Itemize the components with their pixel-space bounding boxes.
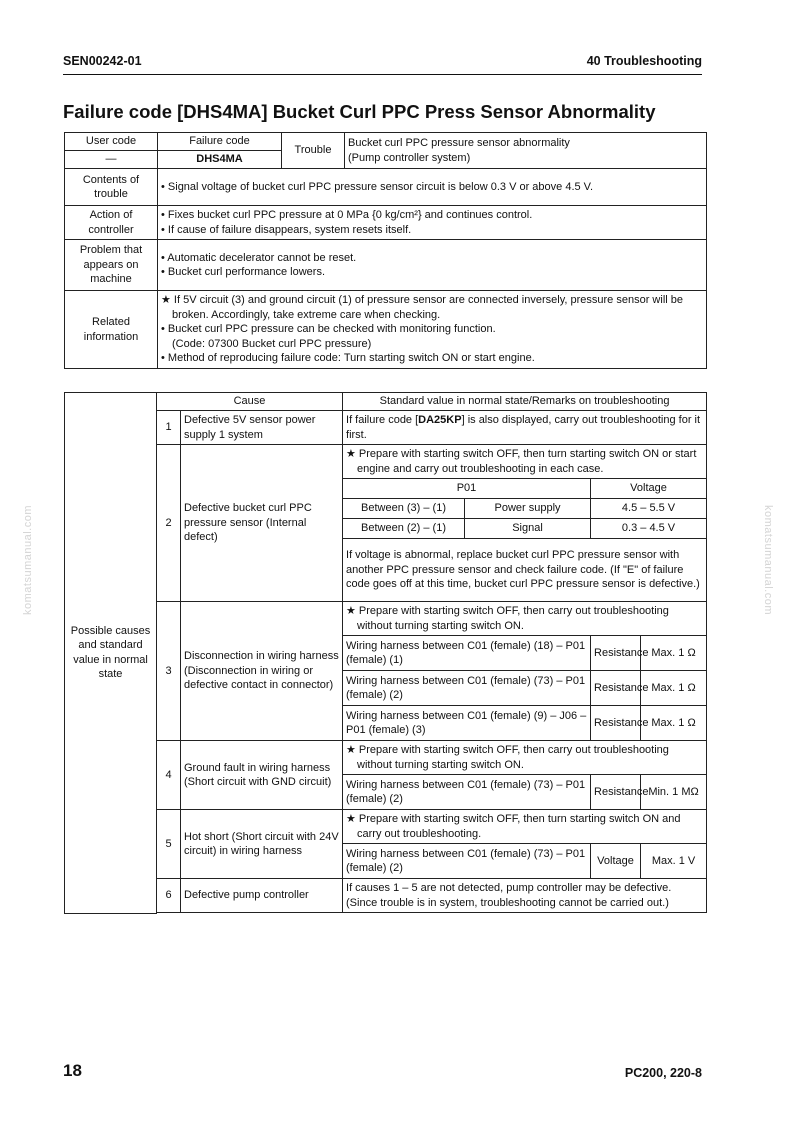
- failure-code-label: Failure code: [158, 133, 282, 151]
- cause-number: 1: [157, 411, 181, 445]
- harness-cell: Wiring harness between C01 (female) (18) – P01 (female) (1): [343, 636, 591, 671]
- related-label: Related information: [65, 291, 158, 369]
- sensor-note: If voltage is abnormal, replace bucket curl PPC pressure sensor with another PPC pressure sensor and check failure code. (If "E" of failure code goes off at this time, bucket curl PPC pressure sensor is defective.): [343, 539, 707, 602]
- measure-value: 0.3 – 4.5 V: [591, 519, 707, 539]
- remarks-header: Standard value in normal state/Remarks on troubleshooting: [343, 393, 707, 411]
- possible-causes-label: Possible causes and standard value in normal state: [65, 393, 157, 914]
- user-code-value: —: [65, 151, 158, 169]
- measure-type: Resistance: [591, 636, 641, 671]
- p01-header: P01: [343, 479, 591, 499]
- cause-text: Defective 5V sensor power supply 1 system: [181, 411, 343, 445]
- between-cell: Between (2) – (1): [343, 519, 465, 539]
- measure-value: Max. 1 Ω: [641, 636, 707, 671]
- watermark-left: komatsumanual.com: [22, 505, 34, 615]
- page-number: 18: [63, 1061, 82, 1080]
- cause-remark: If failure code [DA25KP] is also displayed, carry out troubleshooting for it first.: [343, 411, 707, 445]
- harness-cell: Wiring harness between C01 (female) (73) – P01 (female) (2): [343, 844, 591, 879]
- between-cell: Between (3) – (1): [343, 499, 465, 519]
- voltage-header: Voltage: [591, 479, 707, 499]
- cause-number: 5: [157, 810, 181, 879]
- cause-text: Disconnection in wiring harness (Disconnection in wiring or defective contact in connector): [181, 602, 343, 741]
- watermark-right: komatsumanual.com: [762, 505, 774, 615]
- harness-cell: Wiring harness between C01 (female) (9) – J06 – P01 (female) (3): [343, 706, 591, 741]
- user-code-label: User code: [65, 133, 158, 151]
- failure-code-value: DHS4MA: [158, 151, 282, 169]
- cause-header: Cause: [157, 393, 343, 411]
- trouble-text: Bucket curl PPC pressure sensor abnormality (Pump controller system): [345, 133, 707, 169]
- cause-number: 4: [157, 741, 181, 810]
- cause-number: 3: [157, 602, 181, 741]
- header-rule: [63, 74, 702, 75]
- causes-table: [64, 392, 707, 914]
- measure-value: Max. 1 Ω: [641, 671, 707, 706]
- harness-cell: Wiring harness between C01 (female) (73) – P01 (female) (2): [343, 775, 591, 810]
- action-text: • Fixes bucket curl PPC pressure at 0 MPa {0 kg/cm²} and continues control. • If cause of failure disappears, system resets itself.: [158, 206, 707, 240]
- header-doc-code: SEN00242-01: [63, 54, 142, 68]
- cause-text: Hot short (Short circuit with 24V circuit) in wiring harness: [181, 810, 343, 879]
- contents-label: Contents of trouble: [65, 169, 158, 206]
- problem-label: Problem that appears on machine: [65, 240, 158, 291]
- related-text: ★ If 5V circuit (3) and ground circuit (1) of pressure sensor are connected inversely, pressure sensor will be broken. Accordingly, take extreme care when checking. • Bucket curl PPC pressure can be checked with monitoring function. (Code: 07300 Bucket curl PPC pressure) • Method of reproducing failure code: Turn starting switch ON or start engine.: [158, 291, 707, 369]
- page-title: Failure code [DHS4MA] Bucket Curl PPC Press Sensor Abnormality: [63, 101, 656, 122]
- measure-label: Signal: [465, 519, 591, 539]
- cause-text: Ground fault in wiring harness (Short circuit with GND circuit): [181, 741, 343, 810]
- cause-remark: If causes 1 – 5 are not detected, pump controller may be defective. (Since trouble is in system, troubleshooting cannot be carried out.): [343, 879, 707, 913]
- measure-value: Max. 1 Ω: [641, 706, 707, 741]
- measure-type: Resistance: [591, 775, 641, 810]
- info-table: [64, 132, 707, 369]
- harness-cell: Wiring harness between C01 (female) (73) – P01 (female) (2): [343, 671, 591, 706]
- header-section: 40 Troubleshooting: [586, 54, 702, 68]
- prep-note: ★ Prepare with starting switch OFF, then turn starting switch ON or start engine and carry out troubleshooting in each case.: [343, 445, 707, 479]
- prep-note: ★ Prepare with starting switch OFF, then carry out troubleshooting without turning starting switch ON.: [343, 741, 707, 775]
- measure-type: Resistance: [591, 706, 641, 741]
- prep-note: ★ Prepare with starting switch OFF, then turn starting switch ON and carry out troubleshooting.: [343, 810, 707, 844]
- measure-type: Voltage: [591, 844, 641, 879]
- measure-value: 4.5 – 5.5 V: [591, 499, 707, 519]
- action-label: Action of controller: [65, 206, 158, 240]
- cause-number: 2: [157, 445, 181, 602]
- measure-type: Resistance: [591, 671, 641, 706]
- contents-text: • Signal voltage of bucket curl PPC pressure sensor circuit is below 0.3 V or above 4.5 V.: [158, 169, 707, 206]
- problem-text: • Automatic decelerator cannot be reset. • Bucket curl performance lowers.: [158, 240, 707, 291]
- cause-text: Defective pump controller: [181, 879, 343, 913]
- trouble-label: Trouble: [282, 133, 345, 169]
- measure-label: Power supply: [465, 499, 591, 519]
- measure-value: Max. 1 V: [641, 844, 707, 879]
- measure-value: Min. 1 MΩ: [641, 775, 707, 810]
- cause-number: 6: [157, 879, 181, 913]
- model-name: PC200, 220-8: [624, 1066, 702, 1080]
- cause-text: Defective bucket curl PPC pressure sensor (Internal defect): [181, 445, 343, 602]
- prep-note: ★ Prepare with starting switch OFF, then carry out troubleshooting without turning starting switch ON.: [343, 602, 707, 636]
